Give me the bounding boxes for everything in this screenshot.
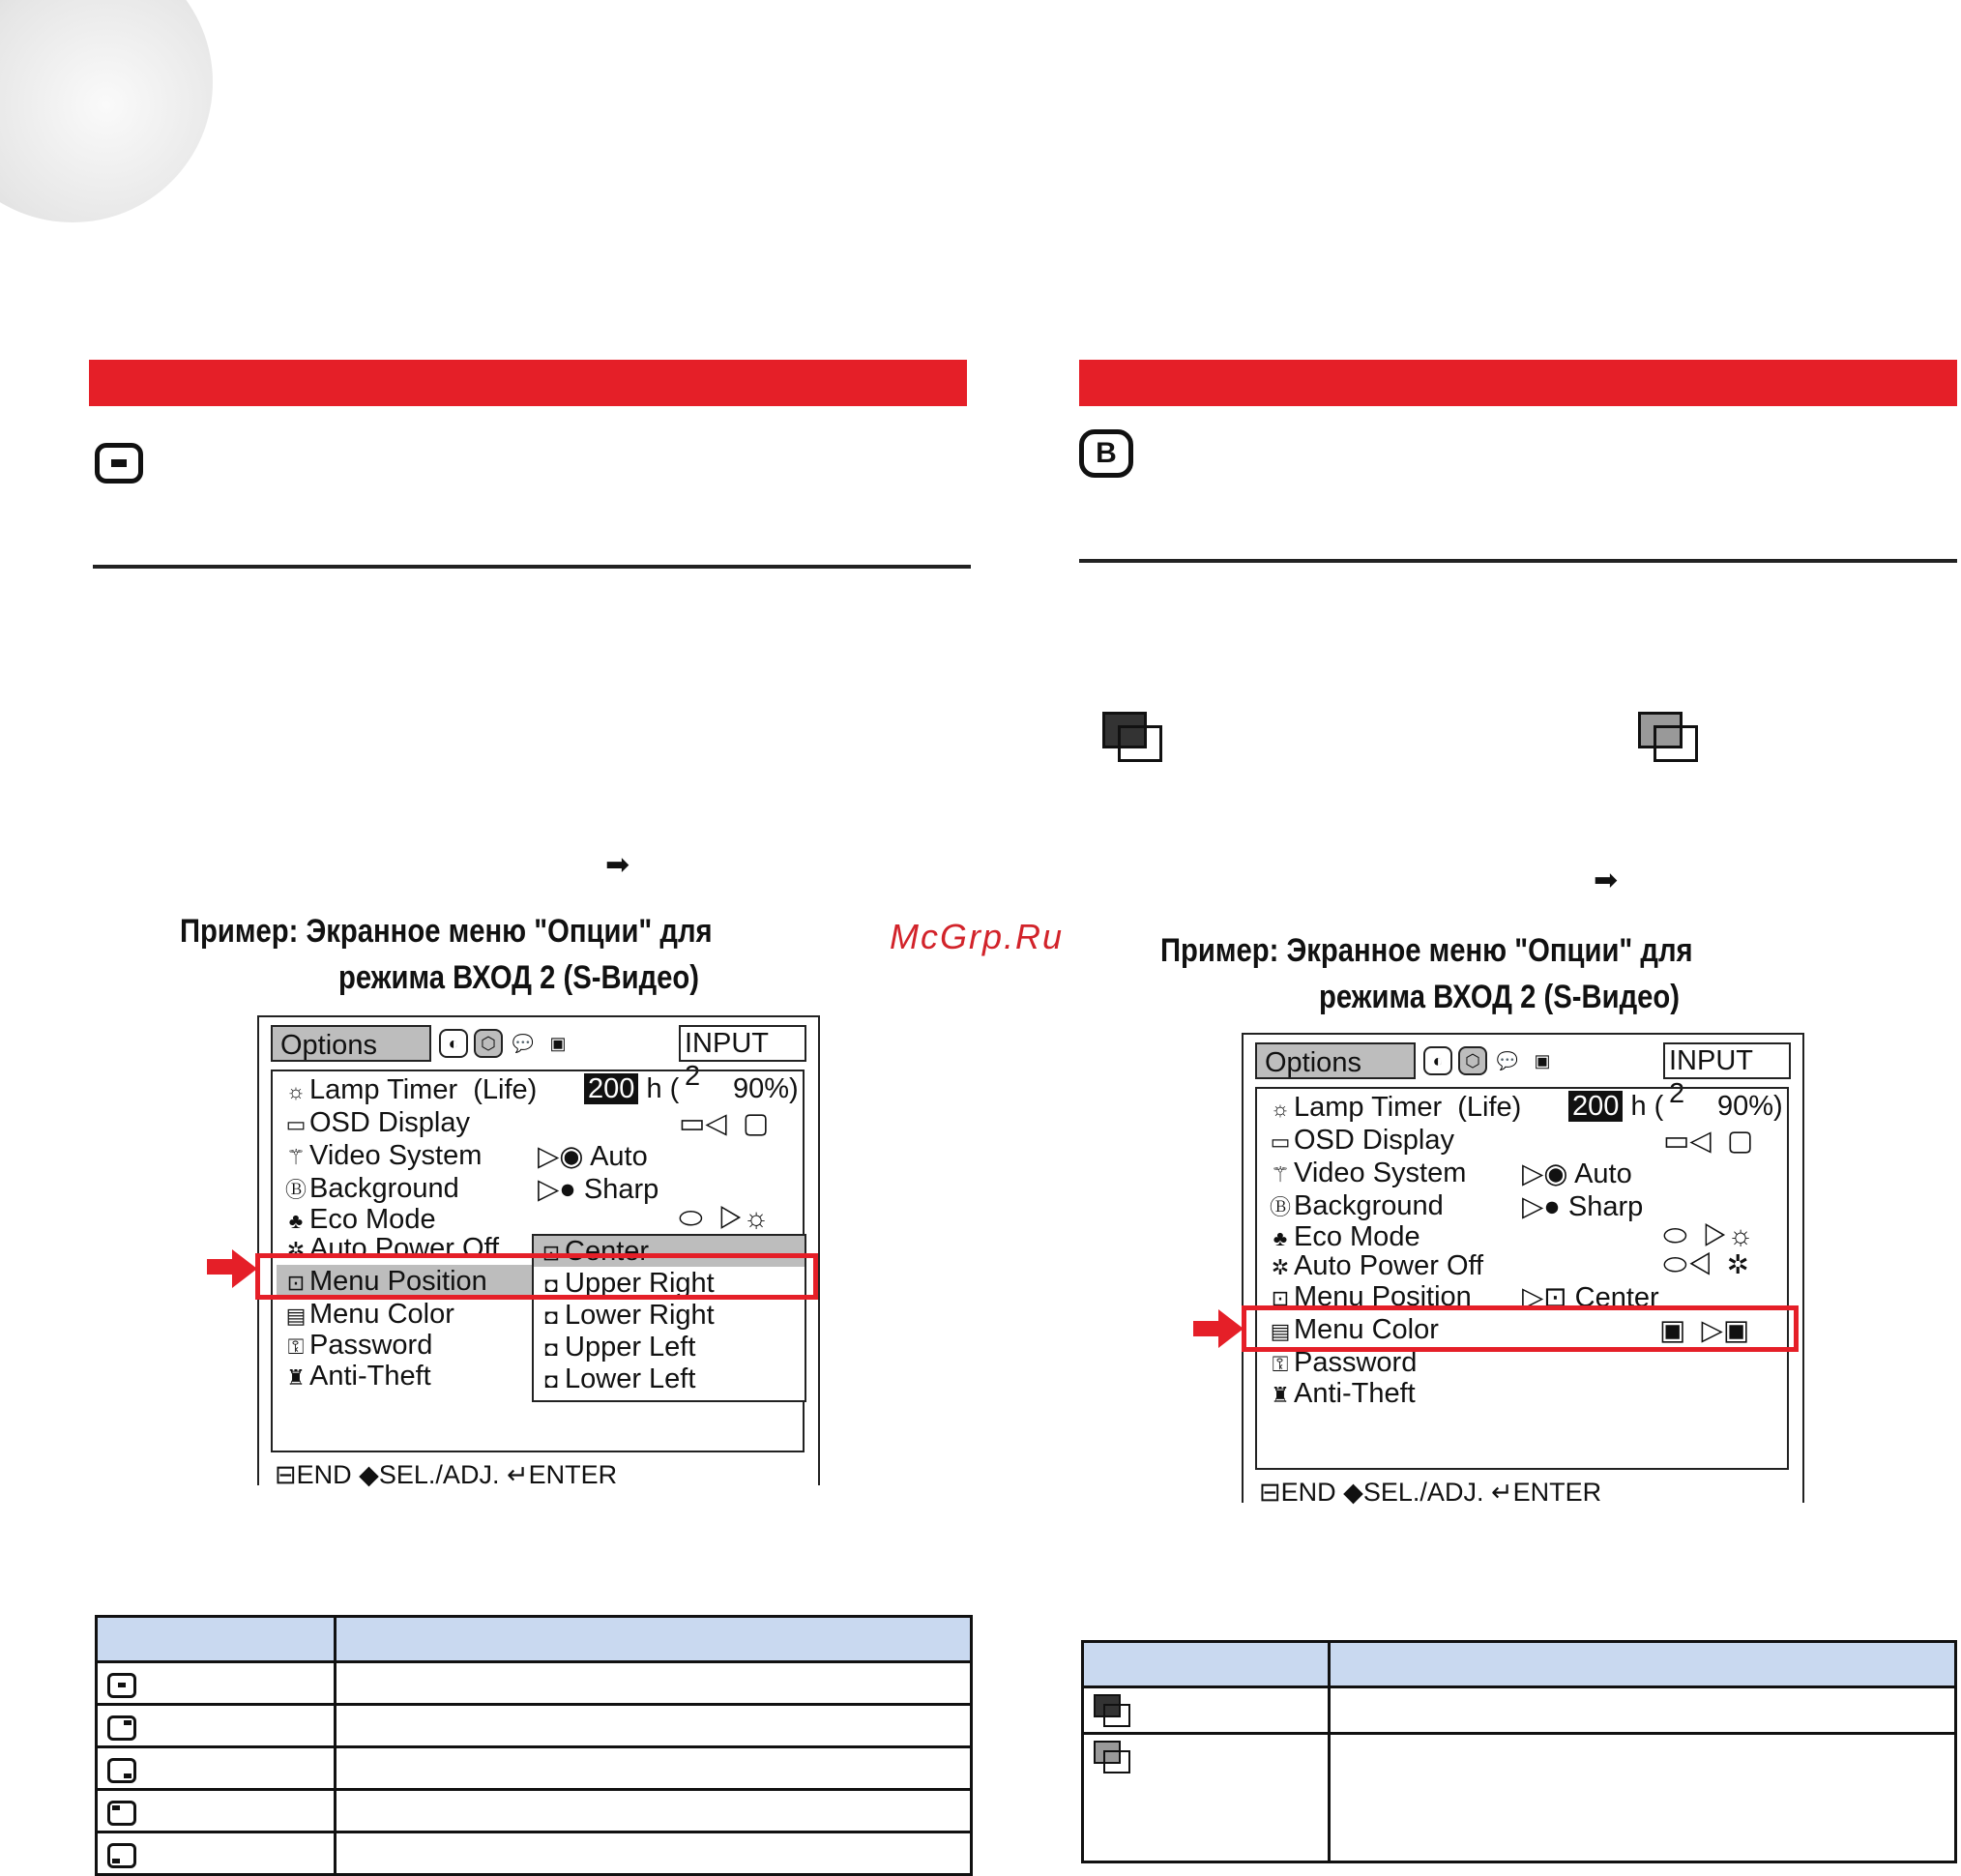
menu-item-password[interactable]: ⚿ Password: [1267, 1346, 1417, 1379]
options-panel: ☼ Lamp Timer (Life) 200 h ( 90%) ▭ OSD Display ▭◁ ▢ ⚚ Video System ▷◉ Auto Ⓑ Background ▷● Sharp ♣ Eco Mode ⬭ ▷☼ ✲ Auto Power Off ⬭◁ ✲ ⊡ Menu Position ▷⊡ Center ▤ Menu Color ▣ ▷▣ ⚿ Password ♜ Anti-Theft: [1255, 1087, 1789, 1470]
picture-tab-icon[interactable]: ◐: [1423, 1046, 1452, 1075]
option-lower-left[interactable]: ◘ Lower Left: [538, 1363, 695, 1395]
osd-footer: ⊟END ◆SEL./ADJ. ↵ENTER: [275, 1460, 618, 1489]
osd-menu-right: [1242, 1033, 1802, 1507]
menu-color-table: [1081, 1640, 1957, 1863]
lower-right-position-icon: [107, 1758, 136, 1783]
pointer-arrow-right: [1193, 1321, 1218, 1336]
option-center[interactable]: ⊡ Center: [538, 1236, 649, 1268]
menu-color-icon: ▤: [1270, 1319, 1291, 1343]
table-header-cell: [336, 1617, 972, 1662]
table-row: [97, 1662, 972, 1705]
menu-item-osd-display[interactable]: ▭ OSD Display: [282, 1106, 470, 1139]
lower-right-position-icon: ◘: [544, 1304, 558, 1329]
options-panel: ☼ Lamp Timer (Life) 200 h ( 90%) ▭ OSD Display ▭◁ ▢ ⚚ Video System ▷◉ Auto Ⓑ Background ▷● Sharp ♣ Eco Mode ⬭ ▷☼ ✲ Auto Power Off ⊡ Menu Position ▤ Menu Color ⚿ Password ♜ Anti-Theft: [271, 1070, 805, 1452]
osd-footer: ⊟END ◆SEL./ADJ. ↵ENTER: [1259, 1478, 1602, 1507]
caption-left-line2: режима ВХОД 2 (S-Видео): [338, 959, 700, 996]
auto-power-off-icon: ✲: [286, 1238, 306, 1262]
center-position-icon: [107, 1673, 136, 1698]
input-indicator: INPUT 2: [1663, 1042, 1791, 1079]
table-row: [1083, 1734, 1956, 1862]
menu-item-menu-color[interactable]: ▤ Menu Color: [1267, 1313, 1439, 1346]
options-tab-icon[interactable]: ⬡: [474, 1029, 503, 1058]
menu-item-eco-mode[interactable]: ♣ Eco Mode: [1267, 1220, 1420, 1253]
menu-position-icon: [95, 443, 143, 484]
caption-right-line2: режима ВХОД 2 (S-Видео): [1319, 979, 1681, 1015]
password-icon: ⚿: [287, 1334, 305, 1359]
option-lower-right[interactable]: ◘ Lower Right: [538, 1300, 715, 1332]
table-row: [97, 1747, 972, 1790]
eco-mode-icon: ♣: [1273, 1226, 1288, 1250]
table-row: [97, 1790, 972, 1832]
pointer-arrow-right-head: [1218, 1309, 1244, 1348]
input-indicator: INPUT 2: [679, 1025, 806, 1062]
eco-mode-value-icons: ⬭ ▷☼: [1663, 1220, 1754, 1251]
menu-position-icon: ⊡: [1271, 1286, 1290, 1310]
password-icon: ⚿: [1272, 1352, 1289, 1376]
background-icon: B: [1079, 429, 1133, 478]
menu-color-icon: ▤: [285, 1304, 307, 1328]
menu-item-video-system[interactable]: ⚚ Video System: [1267, 1157, 1466, 1189]
menu-item-lamp-timer[interactable]: ☼ Lamp Timer (Life): [282, 1073, 537, 1106]
menu-item-auto-power-off[interactable]: ✲ Auto Power Off: [282, 1232, 499, 1265]
end-icon: ⊟: [275, 1460, 297, 1489]
tab-options[interactable]: Options: [271, 1025, 431, 1062]
section-bar-left: [89, 360, 967, 406]
arrow-right-icon: ➡: [1594, 865, 1619, 896]
menu-item-background[interactable]: Ⓑ Background: [282, 1172, 459, 1205]
menu-color-dark-icon: [1102, 712, 1162, 758]
option-upper-right[interactable]: ◘ Upper Right: [538, 1268, 715, 1300]
language-tab-icon[interactable]: 💬: [512, 1033, 535, 1053]
menu-item-lamp-timer[interactable]: ☼ Lamp Timer (Life): [1267, 1091, 1521, 1124]
menu-position-icon: ⊡: [286, 1271, 306, 1295]
osd-display-icon: ▭: [1270, 1129, 1291, 1154]
menu-item-anti-theft[interactable]: ♜ Anti-Theft: [1267, 1377, 1416, 1410]
anti-theft-icon: ♜: [286, 1365, 306, 1390]
divider-left: [93, 565, 971, 569]
anti-theft-icon: ♜: [1271, 1383, 1290, 1407]
language-tab-icon[interactable]: 💬: [1496, 1050, 1519, 1070]
video-system-icon: ⚚: [1271, 1162, 1290, 1187]
menu-item-menu-position[interactable]: ⊡ Menu Position: [282, 1265, 487, 1298]
osd-display-icon: ▭: [285, 1112, 307, 1136]
highlight-box-left: [255, 1253, 818, 1300]
caption-left-line1: Пример: Экранное меню "Опции" для: [180, 913, 713, 950]
table-header-cell: [1330, 1642, 1956, 1687]
table-header-cell: [97, 1617, 336, 1662]
lower-left-position-icon: ◘: [544, 1368, 558, 1392]
menu-item-menu-position[interactable]: ⊡ Menu Position: [1267, 1280, 1472, 1313]
background-icon: Ⓑ: [284, 1178, 307, 1202]
menu-item-background[interactable]: Ⓑ Background: [1267, 1189, 1444, 1222]
background-icon: Ⓑ: [1269, 1195, 1291, 1219]
menu-color-dark-icon: [1094, 1694, 1130, 1727]
arrow-right-icon: ➡: [605, 849, 630, 881]
table-row: [97, 1832, 972, 1875]
watermark: McGrp.Ru: [890, 917, 1065, 956]
menu-color-light-icon: [1094, 1741, 1130, 1773]
menu-item-video-system[interactable]: ⚚ Video System: [282, 1139, 482, 1172]
upper-left-position-icon: ◘: [544, 1336, 558, 1361]
lamp-icon: ☼: [285, 1079, 307, 1103]
osd-display-value-icons: ▭◁ ▢: [1663, 1126, 1754, 1157]
lower-left-position-icon: [107, 1843, 136, 1868]
eco-mode-icon: ♣: [288, 1209, 304, 1233]
video-system-icon: ⚚: [286, 1145, 306, 1169]
pip-tab-icon[interactable]: ▣: [549, 1033, 567, 1053]
eco-mode-value-icons: ⬭ ▷☼: [679, 1203, 770, 1234]
menu-item-auto-power-off[interactable]: ✲ Auto Power Off: [1267, 1249, 1483, 1282]
menu-item-password[interactable]: ⚿ Password: [282, 1329, 432, 1362]
center-position-icon: ⊡: [541, 1241, 561, 1265]
menu-item-osd-display[interactable]: ▭ OSD Display: [1267, 1124, 1454, 1157]
pointer-arrow-left: [207, 1259, 232, 1275]
menu-position-table: [95, 1615, 973, 1876]
tab-options[interactable]: Options: [1255, 1042, 1416, 1079]
auto-power-off-value-icons: ⬭◁ ✲: [1663, 1249, 1748, 1280]
menu-item-anti-theft[interactable]: ♜ Anti-Theft: [282, 1360, 431, 1392]
menu-item-menu-color[interactable]: ▤ Menu Color: [282, 1298, 454, 1331]
picture-tab-icon[interactable]: ◐: [439, 1029, 468, 1058]
section-bar-right: [1079, 360, 1957, 406]
menu-color-value-icons: ▣ ▷▣: [1659, 1315, 1750, 1346]
auto-power-off-icon: ✲: [1271, 1255, 1290, 1279]
osd-display-value-icons: ▭◁ ▢: [679, 1108, 770, 1139]
upper-right-position-icon: [107, 1715, 136, 1741]
table-row: [1083, 1687, 1956, 1734]
osd-menu-left: [257, 1015, 818, 1489]
table-header-cell: [1083, 1642, 1330, 1687]
pointer-arrow-left-head: [232, 1249, 257, 1288]
table-row: [97, 1705, 972, 1747]
upper-left-position-icon: [107, 1801, 136, 1826]
caption-right-line1: Пример: Экранное меню "Опции" для: [1160, 932, 1693, 969]
menu-color-light-icon: [1638, 712, 1698, 758]
upper-right-position-icon: ◘: [544, 1273, 558, 1297]
menu-item-eco-mode[interactable]: ♣ Eco Mode: [282, 1203, 436, 1236]
page-corner-decoration: [0, 0, 213, 222]
option-upper-left[interactable]: ◘ Upper Left: [538, 1332, 695, 1363]
divider-right: [1079, 559, 1957, 563]
end-icon: ⊟: [1259, 1478, 1281, 1507]
pip-tab-icon[interactable]: ▣: [1534, 1050, 1551, 1070]
highlight-box-right: [1242, 1305, 1799, 1352]
lamp-icon: ☼: [1270, 1097, 1291, 1121]
options-tab-icon[interactable]: ⬡: [1458, 1046, 1487, 1075]
